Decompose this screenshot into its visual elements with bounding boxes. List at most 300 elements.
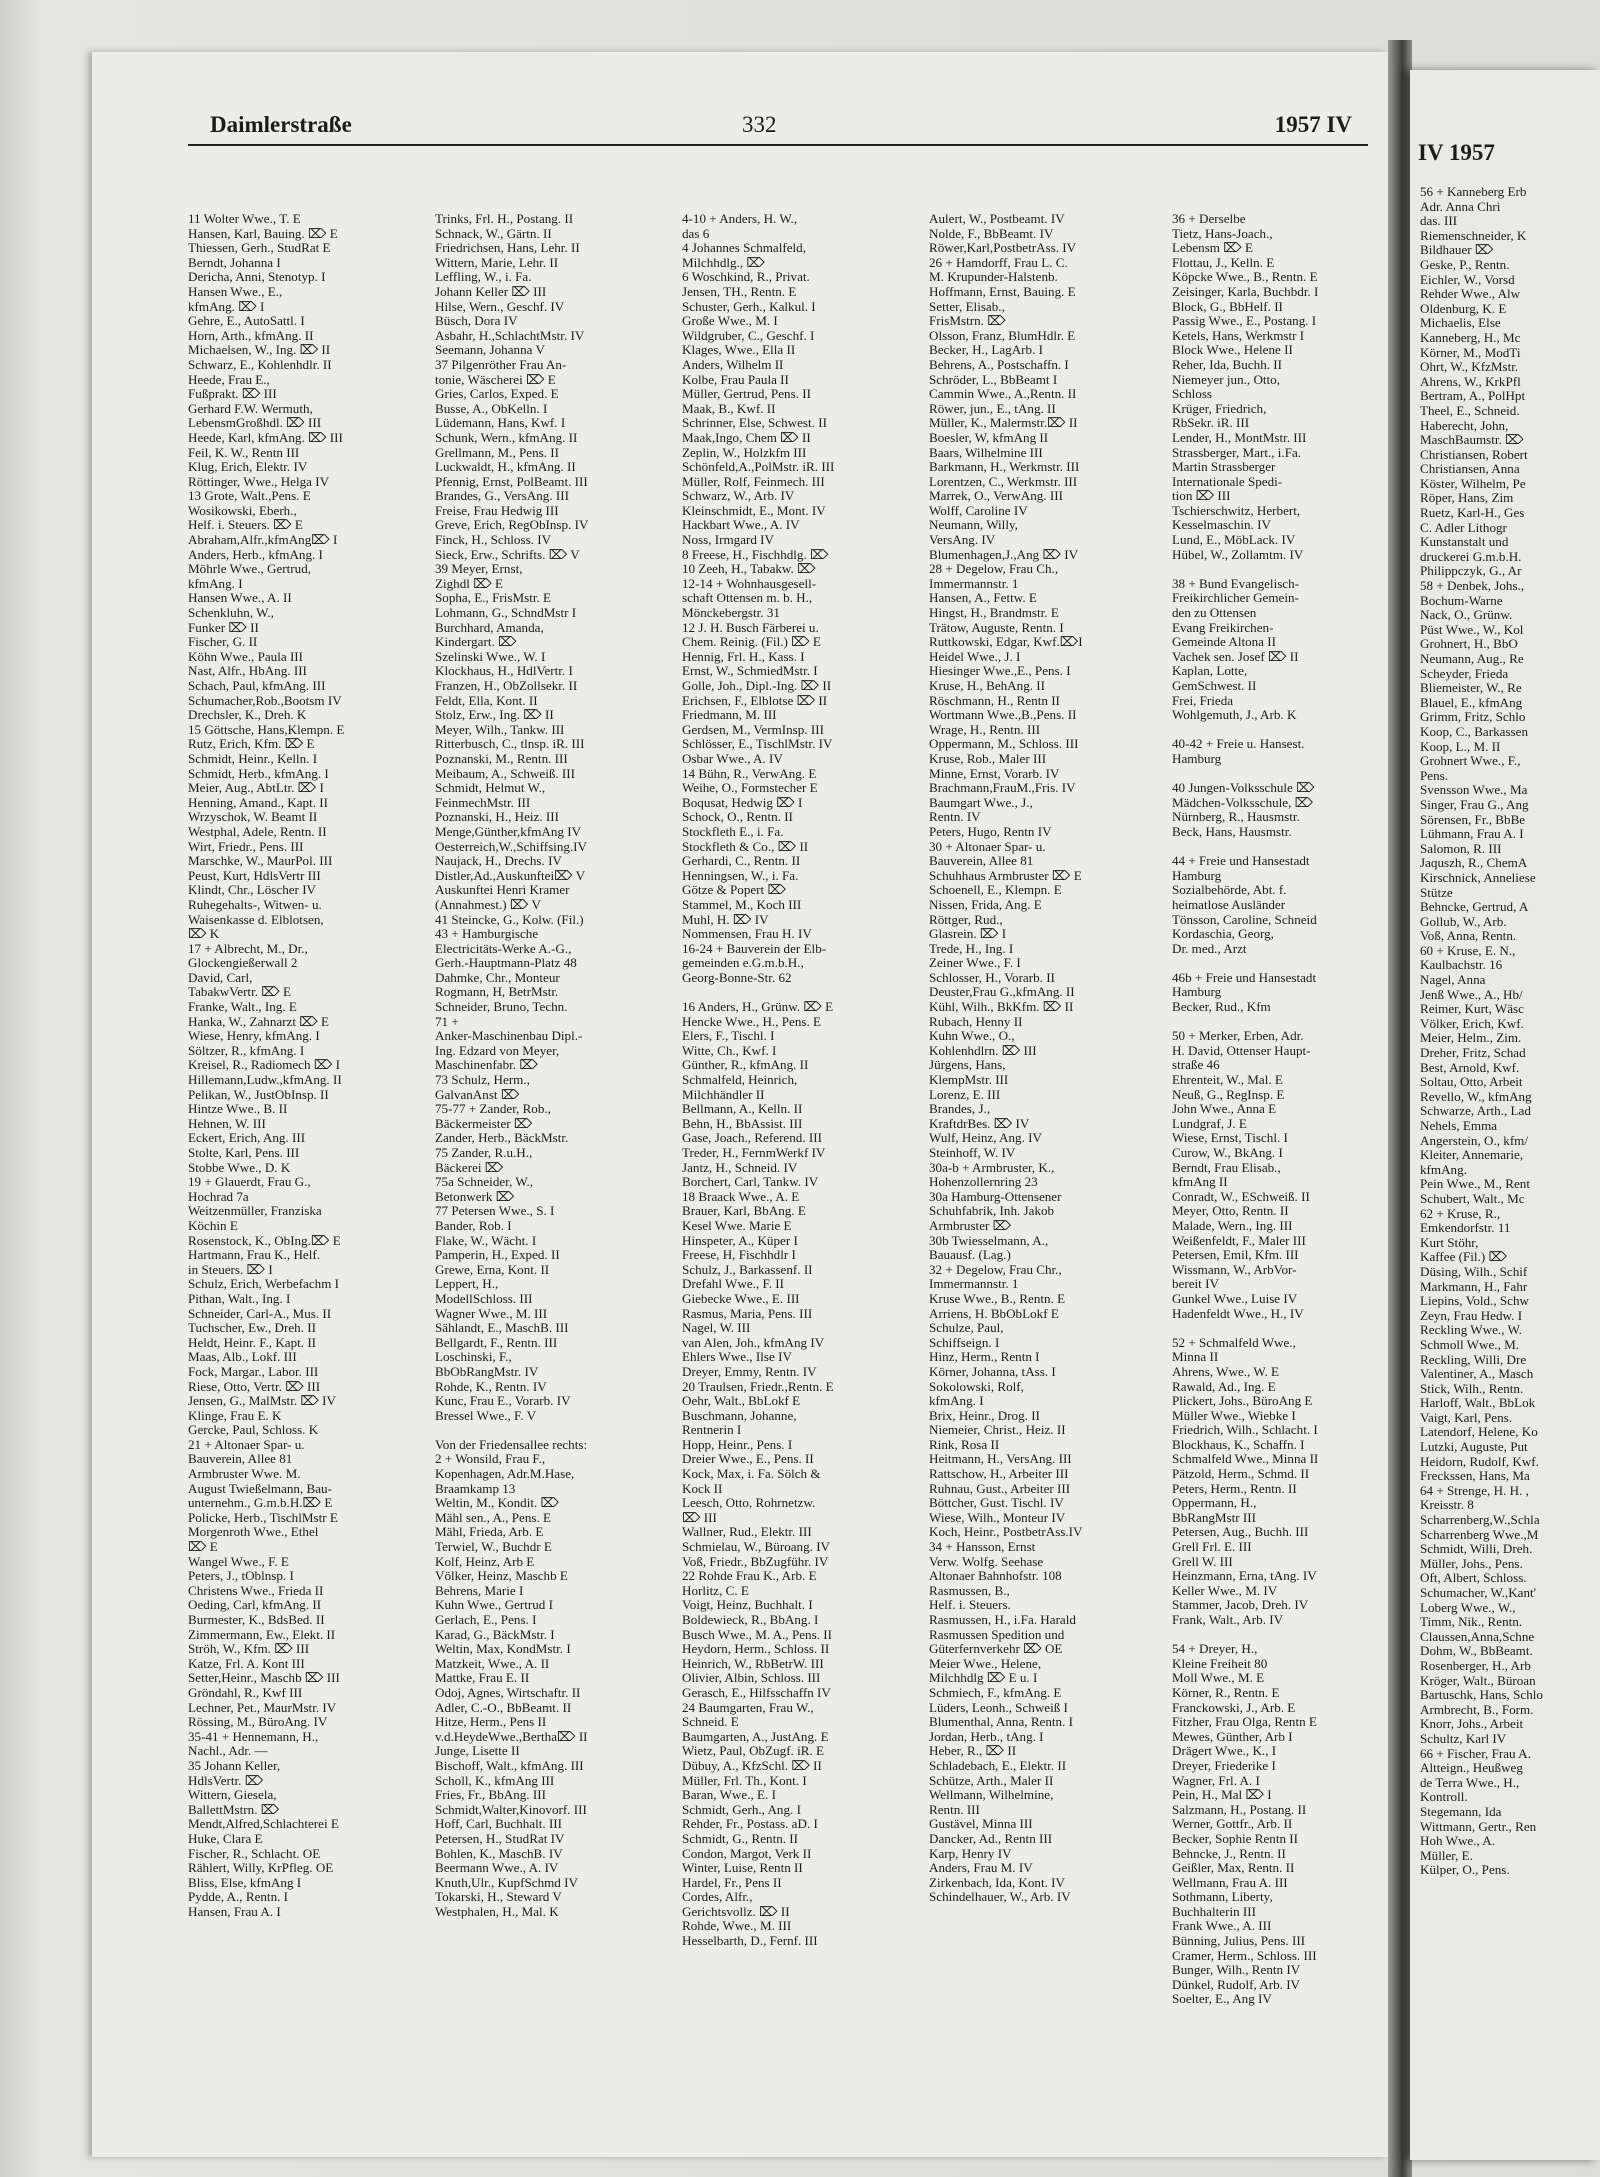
facing-directory-entry: Kreisstr. 8	[1420, 1498, 1474, 1513]
directory-entry: Brix, Heinr., Drog. II	[929, 1408, 1040, 1423]
directory-entry: kfmAng II	[1172, 1175, 1228, 1190]
directory-entry: Schneider, Carl-A., Mus. II	[188, 1306, 332, 1321]
directory-entry: Jürgens, Hans,	[929, 1058, 1006, 1073]
directory-entry: Feldt, Ella, Kont. II	[435, 693, 538, 708]
directory-entry: Dreyer, Friederike I	[1172, 1758, 1276, 1773]
facing-directory-entry: Christiansen, Robert	[1420, 447, 1528, 462]
directory-entry: Ruttkowski, Edgar, Kwf.⌦I	[929, 635, 1083, 650]
directory-entry: Heber, R., ⌦ II	[929, 1744, 1017, 1759]
directory-entry: Gemeinde Altona II	[1172, 635, 1276, 650]
directory-entry: Möhrle Wwe., Gertrud,	[188, 562, 312, 577]
facing-directory-entry: Kontroll.	[1420, 1790, 1468, 1805]
directory-entry: Hitze, Herm., Pens II	[435, 1715, 547, 1730]
directory-entry: Seemann, Johanna V	[435, 343, 545, 358]
facing-directory-entry: Bartuschk, Hans, Schlo	[1420, 1688, 1543, 1703]
directory-entry: Oppermann, H.,	[1172, 1496, 1257, 1511]
directory-entry: Golle, Joh., Dipl.-Ing. ⌦ II	[682, 679, 832, 693]
directory-entry: Bischoff, Walt., kfmAng. III	[435, 1758, 584, 1773]
directory-entry	[1172, 840, 1372, 855]
directory-entry: Thiessen, Gerh., StudRat E	[188, 241, 331, 256]
directory-entry: Conradt, W., ESchweiß. II	[1172, 1189, 1310, 1204]
facing-directory-entry: Stick, Wilh., Rentn.	[1420, 1381, 1524, 1396]
directory-entry: Wirt, Friedr., Pens. III	[188, 839, 304, 854]
directory-entry: Behncke, J., Rentn. II	[1172, 1846, 1286, 1861]
directory-entry: Boldewieck, R., BbAng. I	[682, 1613, 819, 1627]
facing-directory-entry: Dreher, Fritz, Schad	[1420, 1046, 1526, 1061]
directory-entry: Kruse, H., BehAng. II	[929, 679, 1046, 693]
directory-entry: Rutz, Erich, Kfm. ⌦ E	[188, 737, 315, 752]
directory-entry: Ruhegehalts-, Witwen- u.	[188, 897, 322, 912]
directory-entry: Hardel, Fr., Pens II	[682, 1875, 782, 1890]
directory-entry: Klug, Erich, Elektr. IV	[188, 460, 308, 475]
directory-entry: Grellmann, M., Pens. II	[435, 445, 560, 460]
directory-entry: 6 Woschkind, R., Privat.	[682, 270, 810, 285]
directory-entry: Pätzold, Herm., Schmd. II	[1172, 1467, 1310, 1482]
directory-entry: Bressel Wwe., F. V	[435, 1408, 537, 1423]
directory-entry: Hübel, W., Zollamtm. IV	[1172, 547, 1304, 562]
directory-entry: Stolz, Erw., Ing. ⌦ II	[435, 708, 554, 723]
directory-entry: Dreyer, Emmy, Rentn. IV	[682, 1364, 817, 1379]
directory-entry: Schenkluhn, W.,	[188, 606, 274, 621]
directory-entry: Hartmann, Frau K., Helf.	[188, 1248, 320, 1263]
facing-directory-entry: Oft, Albert, Schloss.	[1420, 1571, 1527, 1586]
directory-entry: Wangel Wwe., F. E	[188, 1554, 289, 1569]
directory-entry: Greve, Erich, RegObInsp. IV	[435, 518, 589, 533]
directory-entry: Bellgardt, F., Rentn. III	[435, 1335, 558, 1350]
directory-entry: Pelikan, W., JustObInsp. II	[188, 1087, 329, 1102]
directory-entry: Meier Wwe., Helene,	[929, 1656, 1042, 1671]
directory-entry: Chem. Reinig. (Fil.) ⌦ E	[682, 635, 821, 650]
directory-entry: Immermannstr. 1	[929, 1277, 1019, 1292]
directory-entry: Wiese, Henry, kfmAng. I	[188, 1029, 320, 1044]
directory-entry: Oppermann, M., Schloss. III	[929, 737, 1079, 752]
directory-entry: Schmidt, G., Rentn. II	[682, 1831, 799, 1846]
directory-entry: Marrek, O., VerwAng. III	[929, 489, 1063, 504]
directory-entry: Schlösser, E., TischlMstr. IV	[682, 737, 833, 752]
directory-entry: Schmiech, F., kfmAng. E	[929, 1685, 1062, 1700]
directory-entry: Kunc, Frau E., Vorarb. IV	[435, 1394, 571, 1409]
directory-entry: das 6	[682, 226, 710, 241]
directory-entry: Wittern, Giesela,	[188, 1788, 277, 1803]
directory-entry: FeinmechMstr. III	[435, 795, 531, 810]
facing-directory-entry: Svensson Wwe., Ma	[1420, 783, 1528, 798]
directory-entry: Tuchscher, Ew., Dreh. II	[188, 1321, 316, 1336]
directory-entry: Jantz, H., Schneid. IV	[682, 1160, 798, 1175]
directory-entry: Wallner, Rud., Elektr. III	[682, 1525, 812, 1540]
directory-entry: Frei, Frieda	[1172, 693, 1234, 708]
directory-entry: 75 Zander, R.u.H.,	[435, 1146, 533, 1160]
directory-entry: Bünning, Julius, Pens. III	[1172, 1934, 1306, 1949]
directory-entry: Erichsen, F., Elblotse ⌦ II	[682, 693, 828, 708]
facing-directory-entry: Hoh Wwe., A.	[1420, 1834, 1496, 1849]
directory-entry: Kock, Max, i. Fa. Sölch &	[682, 1467, 821, 1482]
street-heading: Daimlerstraße	[210, 112, 352, 137]
directory-entry: Wellmann, Wilhelmine,	[929, 1788, 1054, 1803]
directory-entry	[1172, 1628, 1372, 1643]
directory-entry: Arriens, H. BbObLokf E	[929, 1306, 1059, 1321]
facing-directory-entry: Meier, Helm., Zim.	[1420, 1031, 1522, 1046]
directory-entry: Heydorn, Herm., Schloss. II	[682, 1642, 830, 1657]
directory-entry: Gerdsen, M., VermInsp. III	[682, 722, 824, 737]
directory-entry: Gercke, Paul, Schloss. K	[188, 1423, 319, 1438]
facing-directory-entry: Riemenschneider, K	[1420, 228, 1527, 243]
directory-entry: Huke, Clara E	[188, 1831, 263, 1846]
facing-directory-entry: Loberg Wwe., W.,	[1420, 1600, 1516, 1615]
directory-entry: Schindelhauer, W., Arb. IV	[929, 1890, 1071, 1905]
directory-entry: Fischer, R., Schlacht. OE	[188, 1846, 321, 1861]
directory-entry: Passig Wwe., E., Postang. I	[1172, 314, 1317, 329]
directory-entry: Hiesinger Wwe.,E., Pens. I	[929, 664, 1071, 679]
directory-entry: Pithan, Walt., Ing. I	[188, 1291, 291, 1306]
directory-entry: Flottau, J., Kelln. E	[1172, 255, 1275, 270]
column-1	[188, 212, 426, 1919]
directory-entry: Gerhard F.W. Wermuth,	[188, 401, 313, 416]
directory-entry	[1172, 956, 1372, 971]
facing-directory-entry: Scheyder, Frieda	[1420, 666, 1509, 681]
directory-entry: Fischer, G. II	[188, 635, 258, 650]
directory-entry: Evang Freikirchen-	[1172, 620, 1274, 635]
directory-entry: 24 Baumgarten, Frau W.,	[682, 1700, 814, 1715]
facing-directory-entry: Kurt Stöhr,	[1420, 1235, 1479, 1250]
facing-directory-entry: Schultz, Karl IV	[1420, 1731, 1507, 1746]
directory-entry: Zander, Herb., BäckMstr.	[435, 1131, 569, 1146]
facing-directory-entry: Ahrens, W., KrkPfl	[1420, 374, 1521, 389]
facing-directory-entry: Sörensen, Fr., BbBe	[1420, 812, 1526, 827]
facing-directory-entry: Markmann, H., Fahr	[1420, 1279, 1528, 1294]
directory-entry: Johann Keller ⌦ III	[435, 284, 547, 299]
directory-entry: Auskunftei Henri Kramer	[435, 883, 570, 898]
directory-entry: Wildgruber, C., Geschf. I	[682, 328, 815, 343]
directory-entry: Menge,Günther,kfmAng IV	[435, 824, 582, 839]
directory-entry: Grell Frl. E. III	[1172, 1540, 1252, 1555]
facing-directory-entry: Theel, E., Schneid.	[1420, 403, 1520, 418]
facing-directory-entry: Bliemeister, W., Re	[1420, 681, 1522, 696]
facing-directory-entry: Körner, M., ModTi	[1420, 345, 1521, 360]
directory-entry: Röwer, jun., E., tAng. II	[929, 401, 1056, 416]
directory-entry: Leffling, W., i. Fa.	[435, 270, 532, 285]
directory-entry: LebensmGroßhdl. ⌦ III	[188, 416, 322, 431]
directory-entry: Treder, H., FernmWerkf IV	[682, 1146, 826, 1160]
column-5	[1172, 212, 1372, 2007]
directory-entry: Anders, Frau M. IV	[929, 1861, 1033, 1876]
directory-entry: Fußprakt. ⌦ III	[188, 387, 277, 402]
facing-directory-entry: Altteign., Heußweg	[1420, 1761, 1523, 1776]
facing-directory-entry: druckerei G.m.b.H.	[1420, 549, 1522, 564]
directory-entry: Hamburg	[1172, 868, 1222, 883]
directory-entry: Salzmann, H., Postang. II	[1172, 1802, 1307, 1817]
facing-directory-entry: Kaulbachstr. 16	[1420, 958, 1503, 973]
directory-entry: Ehlers Wwe., Ilse IV	[682, 1350, 792, 1365]
directory-entry: Mönckebergstr. 31	[682, 606, 780, 621]
directory-entry: 39 Meyer, Ernst,	[435, 562, 523, 577]
facing-directory-entry: Oldenburg, K. E	[1420, 301, 1507, 316]
directory-entry: Schneider, Bruno, Techn.	[435, 1000, 568, 1015]
facing-directory-entry: 56 + Kanneberg Erb	[1420, 185, 1527, 199]
directory-entry: Cramer, Herm., Schloss. III	[1172, 1948, 1317, 1963]
directory-entry: Neuß, G., RegInsp. E	[1172, 1087, 1285, 1102]
facing-directory-entry: Soltau, Otto, Arbeit	[1420, 1075, 1523, 1090]
directory-entry: Böttcher, Gust. Tischl. IV	[929, 1496, 1064, 1511]
column-2	[435, 212, 673, 1919]
facing-directory-entry: Stegemann, Ida	[1420, 1804, 1502, 1819]
directory-entry: Müller Wwe., Wiebke I	[1172, 1408, 1296, 1423]
facing-directory-entry: Bochum-Warne	[1420, 593, 1503, 608]
directory-entry: Plickert, Johs., BüroAng E	[1172, 1394, 1313, 1409]
directory-entry: Klockhaus, H., HdlVertr. I	[435, 664, 573, 679]
directory-entry: Dahmke, Chr., Monteur	[435, 970, 560, 985]
directory-entry: Hamburg	[1172, 985, 1222, 1000]
facing-directory-entry: Reimer, Kurt, Wäsc	[1420, 1002, 1524, 1017]
directory-entry: Rasmussen Spedition und	[929, 1627, 1065, 1642]
directory-entry: Heldt, Heinr. F., Kapt. II	[188, 1335, 317, 1350]
directory-entry: 4 Johannes Schmalfeld,	[682, 241, 807, 256]
facing-directory-entry: Jenß Wwe., A., Hb/	[1420, 987, 1523, 1002]
facing-directory-entry: Schmoll Wwe., M.	[1420, 1337, 1520, 1352]
directory-entry: tonie, Wäscherei ⌦ E	[435, 372, 556, 387]
directory-entry: van Alen, Joh., kfmAng IV	[682, 1335, 825, 1350]
directory-entry: Internationale Spedi-	[1172, 474, 1283, 489]
directory-entry: Nast, Alfr., HbAng. III	[188, 664, 307, 679]
directory-entry: Wagner Wwe., M. III	[435, 1306, 548, 1321]
directory-entry: Heidel Wwe., J. I	[929, 649, 1021, 664]
directory-entry: Rählert, Willy, KrPfleg. OE	[188, 1861, 334, 1876]
directory-entry: Wiese, Wilh., Monteur IV	[929, 1510, 1066, 1525]
directory-entry: Barkmann, H., Werkmstr. III	[929, 460, 1080, 475]
directory-entry: Armbruster ⌦	[929, 1218, 1012, 1233]
facing-directory-entry: Wittmann, Gertr., Ren	[1420, 1819, 1537, 1834]
directory-entry: Luckwaldt, H., kfmAng. II	[435, 460, 576, 475]
directory-entry: Christens Wwe., Frieda II	[188, 1583, 324, 1598]
directory-entry: Kohlenhdlrn. ⌦ III	[929, 1043, 1037, 1058]
directory-entry: Milchhändler II	[682, 1087, 765, 1102]
directory-entry	[1172, 1015, 1372, 1030]
directory-entry: Petersen, Emil, Kfm. III	[1172, 1248, 1299, 1263]
directory-entry: 10 Zeeh, H., Tabakw. ⌦	[682, 562, 816, 577]
facing-directory-entry: Best, Arnold, Kwf.	[1420, 1060, 1520, 1075]
directory-entry: Anker-Maschinenbau Dipl.-	[435, 1029, 583, 1044]
facing-directory-entry: Koop, C., Barkassen	[1420, 724, 1529, 739]
directory-entry: Weitzenmüller, Franziska	[188, 1204, 322, 1219]
directory-entry: Dericha, Anni, Stenotyp. I	[188, 270, 326, 285]
directory-entry: Helf. i. Steuers.	[929, 1598, 1011, 1613]
directory-entry: Dr. med., Arzt	[1172, 941, 1247, 956]
directory-entry: Westphal, Adele, Rentn. II	[188, 824, 327, 839]
directory-entry: Müller, Frl. Th., Kont. I	[682, 1773, 807, 1788]
directory-entry: Gehre, E., AutoSattl. I	[188, 314, 305, 329]
directory-entry: Reher, Ida, Buchh. II	[1172, 357, 1283, 372]
directory-entry: Becker, Rud., Kfm	[1172, 1000, 1271, 1015]
directory-entry: Kaplan, Lotte,	[1172, 664, 1248, 679]
directory-entry: bereit IV	[1172, 1277, 1219, 1292]
directory-entry: 34 + Hansson, Ernst	[929, 1540, 1036, 1555]
directory-entry: Klages, Wwe., Ella II	[682, 343, 796, 358]
directory-entry: Schmalfeld, Heinrich,	[682, 1073, 798, 1088]
directory-entry: Steinhoff, W. IV	[929, 1146, 1016, 1160]
directory-entry: Kesel Wwe. Marie E	[682, 1218, 792, 1233]
directory-entry: Abraham,Alfr.,kfmAng⌦ I	[188, 533, 338, 548]
directory-entry: Lohmann, G., SchndMstr I	[435, 606, 577, 621]
directory-entry: Hamburg	[1172, 751, 1222, 766]
directory-entry: Horlitz, C. E	[682, 1583, 749, 1598]
directory-entry: Götze & Popert ⌦	[682, 883, 786, 898]
facing-directory-entry: Müller, Johs., Pens.	[1420, 1556, 1523, 1571]
directory-entry: Scholl, K., kfmAng III	[435, 1773, 555, 1788]
directory-entry: Noss, Irmgard IV	[682, 533, 775, 548]
directory-entry: Wissmann, W., ArbVor-	[1172, 1262, 1297, 1277]
directory-entry: Köhn Wwe., Paula III	[188, 649, 304, 664]
directory-entry: Große Wwe., M. I	[682, 314, 778, 329]
directory-entry: Franckowski, J., Arb. E	[1172, 1700, 1296, 1715]
directory-entry: Hilse, Wern., Geschf. IV	[435, 299, 565, 314]
directory-entry: Hansen, A., Fettw. E	[929, 591, 1037, 606]
facing-directory-entry: Kirschnick, Anneliese	[1420, 870, 1536, 885]
directory-entry: 15 Göttsche, Hans,Klempn. E	[188, 722, 345, 737]
directory-entry: Marschke, W., MaurPol. III	[188, 854, 333, 869]
facing-directory-entry: 64 + Strenge, H. H. ,	[1420, 1483, 1529, 1498]
directory-entry: Hencke Wwe., H., Pens. E	[682, 1014, 822, 1029]
directory-entry: Hopp, Heinr., Pens. I	[682, 1437, 793, 1452]
facing-directory-entry: Schmidt, Willi, Dreh.	[1420, 1542, 1533, 1557]
directory-entry: Schneid. E	[682, 1715, 739, 1730]
facing-directory-entry: Behncke, Gertrud, A	[1420, 900, 1529, 915]
directory-entry: Hanka, W., Zahnarzt ⌦ E	[188, 1014, 330, 1029]
directory-entry: Mattke, Frau E. II	[435, 1671, 530, 1686]
directory-entry: straße 46	[1172, 1058, 1220, 1073]
directory-entry: Kolbe, Frau Paula II	[682, 372, 789, 387]
facing-directory-entry: Valentiner, A., Masch	[1420, 1367, 1534, 1382]
directory-entry: Lorenz, E. III	[929, 1087, 1001, 1102]
directory-entry: 46b + Freie und Hansestadt	[1172, 970, 1317, 985]
directory-entry: Zighdl ⌦ E	[435, 576, 503, 591]
directory-entry: Drechsler, K., Dreh. K	[188, 708, 307, 723]
directory-entry: Minna II	[1172, 1350, 1219, 1365]
directory-entry: Deuster,Frau G.,kfmAng. II	[929, 985, 1075, 1000]
directory-entry: 12 J. H. Busch Färberei u.	[682, 620, 819, 635]
directory-entry: Jordan, Herb., tAng. I	[929, 1729, 1044, 1744]
directory-entry: Bauverein, Allee 81	[188, 1452, 293, 1467]
directory-entry	[435, 1423, 673, 1438]
facing-directory-entry: Angerstein, O., kfm/	[1420, 1133, 1529, 1148]
directory-entry: Hintze Wwe., B. II	[188, 1102, 288, 1117]
directory-entry: Naujack, H., Drechs. IV	[435, 854, 562, 869]
directory-entry: (Annahmest.) ⌦ V	[435, 897, 541, 912]
facing-directory-entry: Claussen,Anna,Schne	[1420, 1629, 1535, 1644]
directory-entry: Policke, Herb., TischlMstr E	[188, 1510, 338, 1525]
directory-entry: Maas, Alb., Lokf. III	[188, 1350, 297, 1365]
directory-entry: Dreier Wwe., E., Pens. II	[682, 1452, 814, 1467]
directory-entry: Osbar Wwe., A. IV	[682, 751, 783, 766]
directory-entry: 12-14 + Wohnhausgesell-	[682, 576, 817, 591]
directory-entry: Hansen Wwe., A. II	[188, 591, 292, 606]
directory-entry: Schönfeld,A.,PolMstr. iR. III	[682, 460, 835, 475]
directory-entry: 19 + Glauerdt, Frau G.,	[188, 1175, 311, 1190]
directory-entry: Büsch, Dora IV	[435, 314, 518, 329]
directory-entry: Schmidt, Helmut W.,	[435, 781, 546, 796]
directory-entry: David, Carl,	[188, 970, 253, 985]
directory-entry: Peters, Herm., Rentn. II	[1172, 1481, 1297, 1496]
directory-entry: Klinge, Frau E. K	[188, 1408, 282, 1423]
directory-entry: Leppert, H.,	[435, 1277, 499, 1292]
directory-entry: Wietz, Paul, ObZugf. iR. E	[682, 1744, 825, 1759]
directory-entry: Waisenkasse d. Elblotsen,	[188, 912, 324, 927]
directory-entry: Tietz, Hans-Joach.,	[1172, 226, 1273, 241]
facing-directory-entry: Bildhauer ⌦	[1420, 243, 1494, 258]
directory-entry: Baumgarten, A., JustAng. E	[682, 1729, 829, 1744]
directory-entry: Berndt, Frau Elisab.,	[1172, 1160, 1281, 1175]
directory-entry: Zeisinger, Karla, Buchbdr. I	[1172, 284, 1319, 299]
directory-entry: Distler,Ad.,Auskunftei⌦ V	[435, 868, 586, 883]
directory-entry: Rasmus, Maria, Pens. III	[682, 1306, 813, 1321]
directory-entry: Gerichtsvollz. ⌦ II	[682, 1904, 790, 1919]
directory-entry: Röschmann, H., Rentn II	[929, 693, 1060, 708]
directory-entry: Petersen, Aug., Buchh. III	[1172, 1525, 1309, 1540]
directory-entry: Wrzyschok, W. Beamt II	[188, 810, 318, 825]
directory-entry: Rentn. IV	[929, 810, 981, 825]
directory-entry: 40 Jungen-Volksschule ⌦	[1172, 781, 1315, 796]
directory-entry: Krüger, Friedrich,	[1172, 401, 1267, 416]
book-gutter	[1388, 40, 1412, 2177]
directory-entry: 8 Freese, H., Fischhdlg. ⌦	[682, 547, 829, 562]
directory-entry: Franke, Walt., Ing. E	[188, 1000, 297, 1015]
directory-entry	[1172, 1321, 1372, 1336]
directory-entry: Kuhn Wwe., Gertrud I	[435, 1598, 553, 1613]
directory-entry: Kock II	[682, 1481, 723, 1496]
directory-entry: Tschierschwitz, Herbert,	[1172, 503, 1301, 518]
directory-entry: Morgenroth Wwe., Ethel	[188, 1525, 319, 1540]
directory-entry: ⌦ E	[188, 1540, 218, 1555]
directory-entry: Völker, Heinz, Maschb E	[435, 1569, 568, 1584]
directory-entry: Behrens, A., Postschaffn. I	[929, 357, 1069, 372]
directory-entry: Bliss, Else, kfmAng I	[188, 1875, 302, 1890]
directory-entry: Sählandt, E., MaschB. III	[435, 1321, 569, 1336]
directory-entry: Lender, H., MontMstr. III	[1172, 430, 1307, 445]
directory-entry: Bäckerei ⌦	[435, 1160, 504, 1175]
directory-entry: Verw. Wolfg. Seehase	[929, 1554, 1044, 1569]
facing-directory-entry: Köster, Wilhelm, Pe	[1420, 476, 1526, 491]
directory-entry: Lund, E., MöbLack. IV	[1172, 533, 1296, 548]
directory-entry: Wosikowski, Eberh.,	[188, 503, 297, 518]
directory-entry: Schoenell, E., Klempn. E	[929, 883, 1062, 898]
facing-directory-entry: Düsing, Wilh., Schif	[1420, 1264, 1528, 1279]
directory-entry: Rasmussen, B.,	[929, 1583, 1010, 1598]
directory-entry: FrisMstrn. ⌦	[929, 314, 1006, 329]
directory-entry: Schwarz, E., Kohlenhdlr. II	[188, 357, 332, 372]
directory-entry: Meier, Aug., AbtLtr. ⌦ I	[188, 781, 324, 796]
facing-directory-entry: Kröger, Walt., Büroan	[1420, 1673, 1536, 1688]
directory-entry: Gerlach, E., Pens. I	[435, 1613, 537, 1627]
directory-entry: Zeiner Wwe., F. I	[929, 956, 1021, 971]
directory-entry: BbRangMstr III	[1172, 1510, 1257, 1525]
directory-entry: Nachl., Adr. —	[188, 1744, 268, 1759]
directory-entry: Hackbart Wwe., A. IV	[682, 518, 800, 533]
directory-entry: Köchin E	[188, 1218, 238, 1233]
directory-entry: Von der Friedensallee rechts:	[435, 1437, 588, 1452]
directory-entry: Horn, Arth., kfmAng. II	[188, 328, 314, 343]
directory-entry: 21 + Altonaer Spar- u.	[188, 1437, 305, 1452]
directory-entry: Baran, Wwe., E. I	[682, 1788, 776, 1803]
facing-directory-entry: Schumacher, W.,Kant'	[1420, 1586, 1537, 1600]
facing-directory-entry: Dohm, W., BbBeamt.	[1420, 1644, 1533, 1659]
facing-directory-entry: Zeyn, Frau Hedw. I	[1420, 1308, 1523, 1323]
facing-directory-entry: Eichler, W., Vorsd	[1420, 272, 1515, 287]
directory-entry: Sieck, Erw., Schrifts. ⌦ V	[435, 547, 580, 562]
directory-entry: Wiese, Ernst, Tischl. I	[1172, 1131, 1288, 1146]
directory-entry: v.d.HeydeWwe.,Bertha⌦ II	[435, 1729, 588, 1744]
directory-entry: Koch, Heinr., PostbetrAss.IV	[929, 1525, 1083, 1540]
directory-entry: Nürnberg, R., Hausmstr.	[1172, 810, 1300, 825]
directory-entry: Meyer, Otto, Rentn. II	[1172, 1204, 1289, 1219]
directory-entry: BallettMstrn. ⌦	[188, 1802, 280, 1817]
